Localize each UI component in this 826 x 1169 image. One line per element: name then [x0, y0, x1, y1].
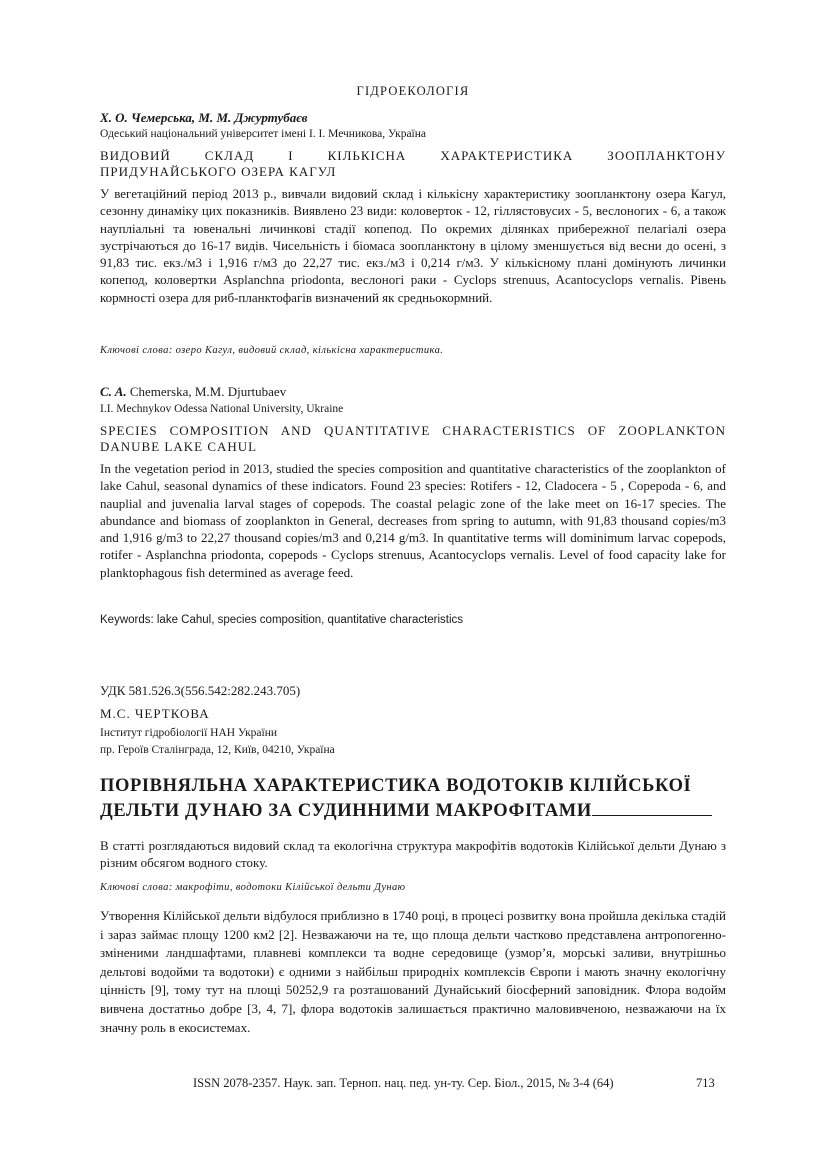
en-authors-names: Chemerska, M.M. Djurtubaev — [126, 384, 287, 399]
footer-issn: ISSN 2078-2357. Наук. зап. Терноп. нац. пед. ун-ту. Сер. Біол., 2015, № 3-4 (64) — [193, 1076, 614, 1090]
ua-title-line2: ПРИДУНАЙСЬКОГО ОЗЕРА КАГУЛ — [100, 164, 337, 179]
main-affiliation1: Інститут гідробіології НАН України — [100, 727, 278, 739]
main-title-line2: ДЕЛЬТИ ДУНАЮ ЗА СУДИННИМИ МАКРОФІТАМИ — [100, 801, 592, 821]
section-header: ГІДРОЕКОЛОГІЯ — [356, 84, 470, 98]
main-body: Утворення Кілійської дельти відбулося приблизно в 1740 році, в процесі розвитку вона пройшла декілька стадій і зараз займає площу 1200 км2 [2]. Незважаючи на те, що площа дельти частково представлена антропогенно-зміненими ландшафтами, плавневі комплекси та водне середовище (узмор’я, морські заливи, внутрішньо дельтові водойми та водотоки) є одними з найбільш природніх комплексів Європи і мають значну екологічну цінність [9], тому тут на площі 50252,9 га розташований Дунайський біосферний заповідник. Флора водойм вивчена достатньо добре [3, 4, 7], флора водотоків залишається практично маловивченою, незважаючи на їх значну роль в екосистемах. — [100, 908, 726, 1035]
en-authors — [100, 384, 286, 400]
main-affiliation2: пр. Героїв Сталінграда, 12, Київ, 04210, Україна — [100, 744, 335, 756]
main-keywords: Ключові слова: макрофіти, водотоки Кілійської дельти Дунаю — [100, 882, 406, 893]
ua-keywords: Ключові слова: озеро Кагул, видовий склад, кількісна характеристика. — [100, 345, 444, 356]
udc-code: УДК 581.526.3(556.542:282.243.705) — [100, 683, 301, 698]
main-author: М.С. ЧЕРТКОВА — [100, 706, 210, 721]
main-title-line1: ПОРІВНЯЛЬНА ХАРАКТЕРИСТИКА ВОДОТОКІВ КІЛІЙСЬКОЇ — [100, 776, 692, 796]
en-abstract: In the vegetation period in 2013, studied the species composition and quantitative characteristics of the zooplankton of lake Cahul, seasonal dynamics of these indicators. Found 23 species: Rotifers - 12, Cladocera - 5 , Copepoda - 6, and nauplial and juvenalia larval stages of copepods. The coastal pelagic zone of the lake meet on 16-17 species. The abundance and biomass of zooplankton in General, decreases from spring to autumn, with 91,83 thousand copies/m3 and 1,916 g/m3 to 22,27 thousand copies/m3 and 0,214 g/m3. In quantitative terms will dominimum larvac copepods, rotifer - Asplanchna priodonta, copepods - Cyclops strenuus, Acantocyclops vernalis. Level of food capacity lake for planktophagous fish determined as average feed. — [100, 461, 726, 580]
ua-affiliation: Одеський національний університет імені І. І. Мечникова, Україна — [100, 128, 427, 140]
en-title — [100, 423, 726, 455]
page-number: 713 — [696, 1076, 715, 1090]
main-abstract: В статті розглядаються видовий склад та екологічна структура макрофітів водотоків Кілійської дельти Дунаю з різним обсягом водного стоку. — [100, 838, 726, 871]
ua-title-line1: ВИДОВИЙ СКЛАД І КІЛЬКІСНА ХАРАКТЕРИСТИКА ЗООПЛАНКТОНУ — [100, 148, 726, 163]
en-title-line1: SPECIES COMPOSITION AND QUANTITATIVE CHARACTERISTICS OF ZOOPLANKTON — [100, 423, 726, 438]
ua-authors: Х. О. Чемерська, М. М. Джуртубаєв — [100, 110, 308, 125]
ua-abstract: У вегетаційний період 2013 р., вивчали видовий склад і кількісну характеристику зоопланктону озера Кагул, сезонну динаміку цих показників. Виявлено 23 види: коловерток - 12, гіллястовусих - 5, веслоногих - 6, а також науплiальнi та ювенальнi личинкові стадії копепод. По окремих ділянках прибережної пелагіалі озера зустрічаються до 16-17 видів. Чисельність і біомаса зоопланктону в цілому зменшується від весни до осені, з 91,83 тис. екз./м3 і 1,916 г/м3 до 22,27 тис. екз./м3 і 0,214 г/м3. У кількісному плані домінують личинки копепод, коловертки Asplanchna priodonta, веслоногі раки - Cyclops strenuus, Acantocyclops vernalis. Рівень кормності озера для риб-планктофагів визначений як средньокормний. — [100, 186, 726, 305]
en-keywords: Keywords: lake Cahul, species composition, quantitative characteristics — [100, 614, 464, 626]
en-title-line2: DANUBE LAKE CAHUL — [100, 439, 258, 454]
title-underline — [592, 799, 712, 816]
en-affiliation: I.I. Mechnykov Odessa National University, Ukraine — [100, 403, 344, 415]
ua-title — [100, 148, 726, 180]
en-authors-initials: C. A. — [100, 384, 127, 399]
main-title — [100, 774, 740, 824]
